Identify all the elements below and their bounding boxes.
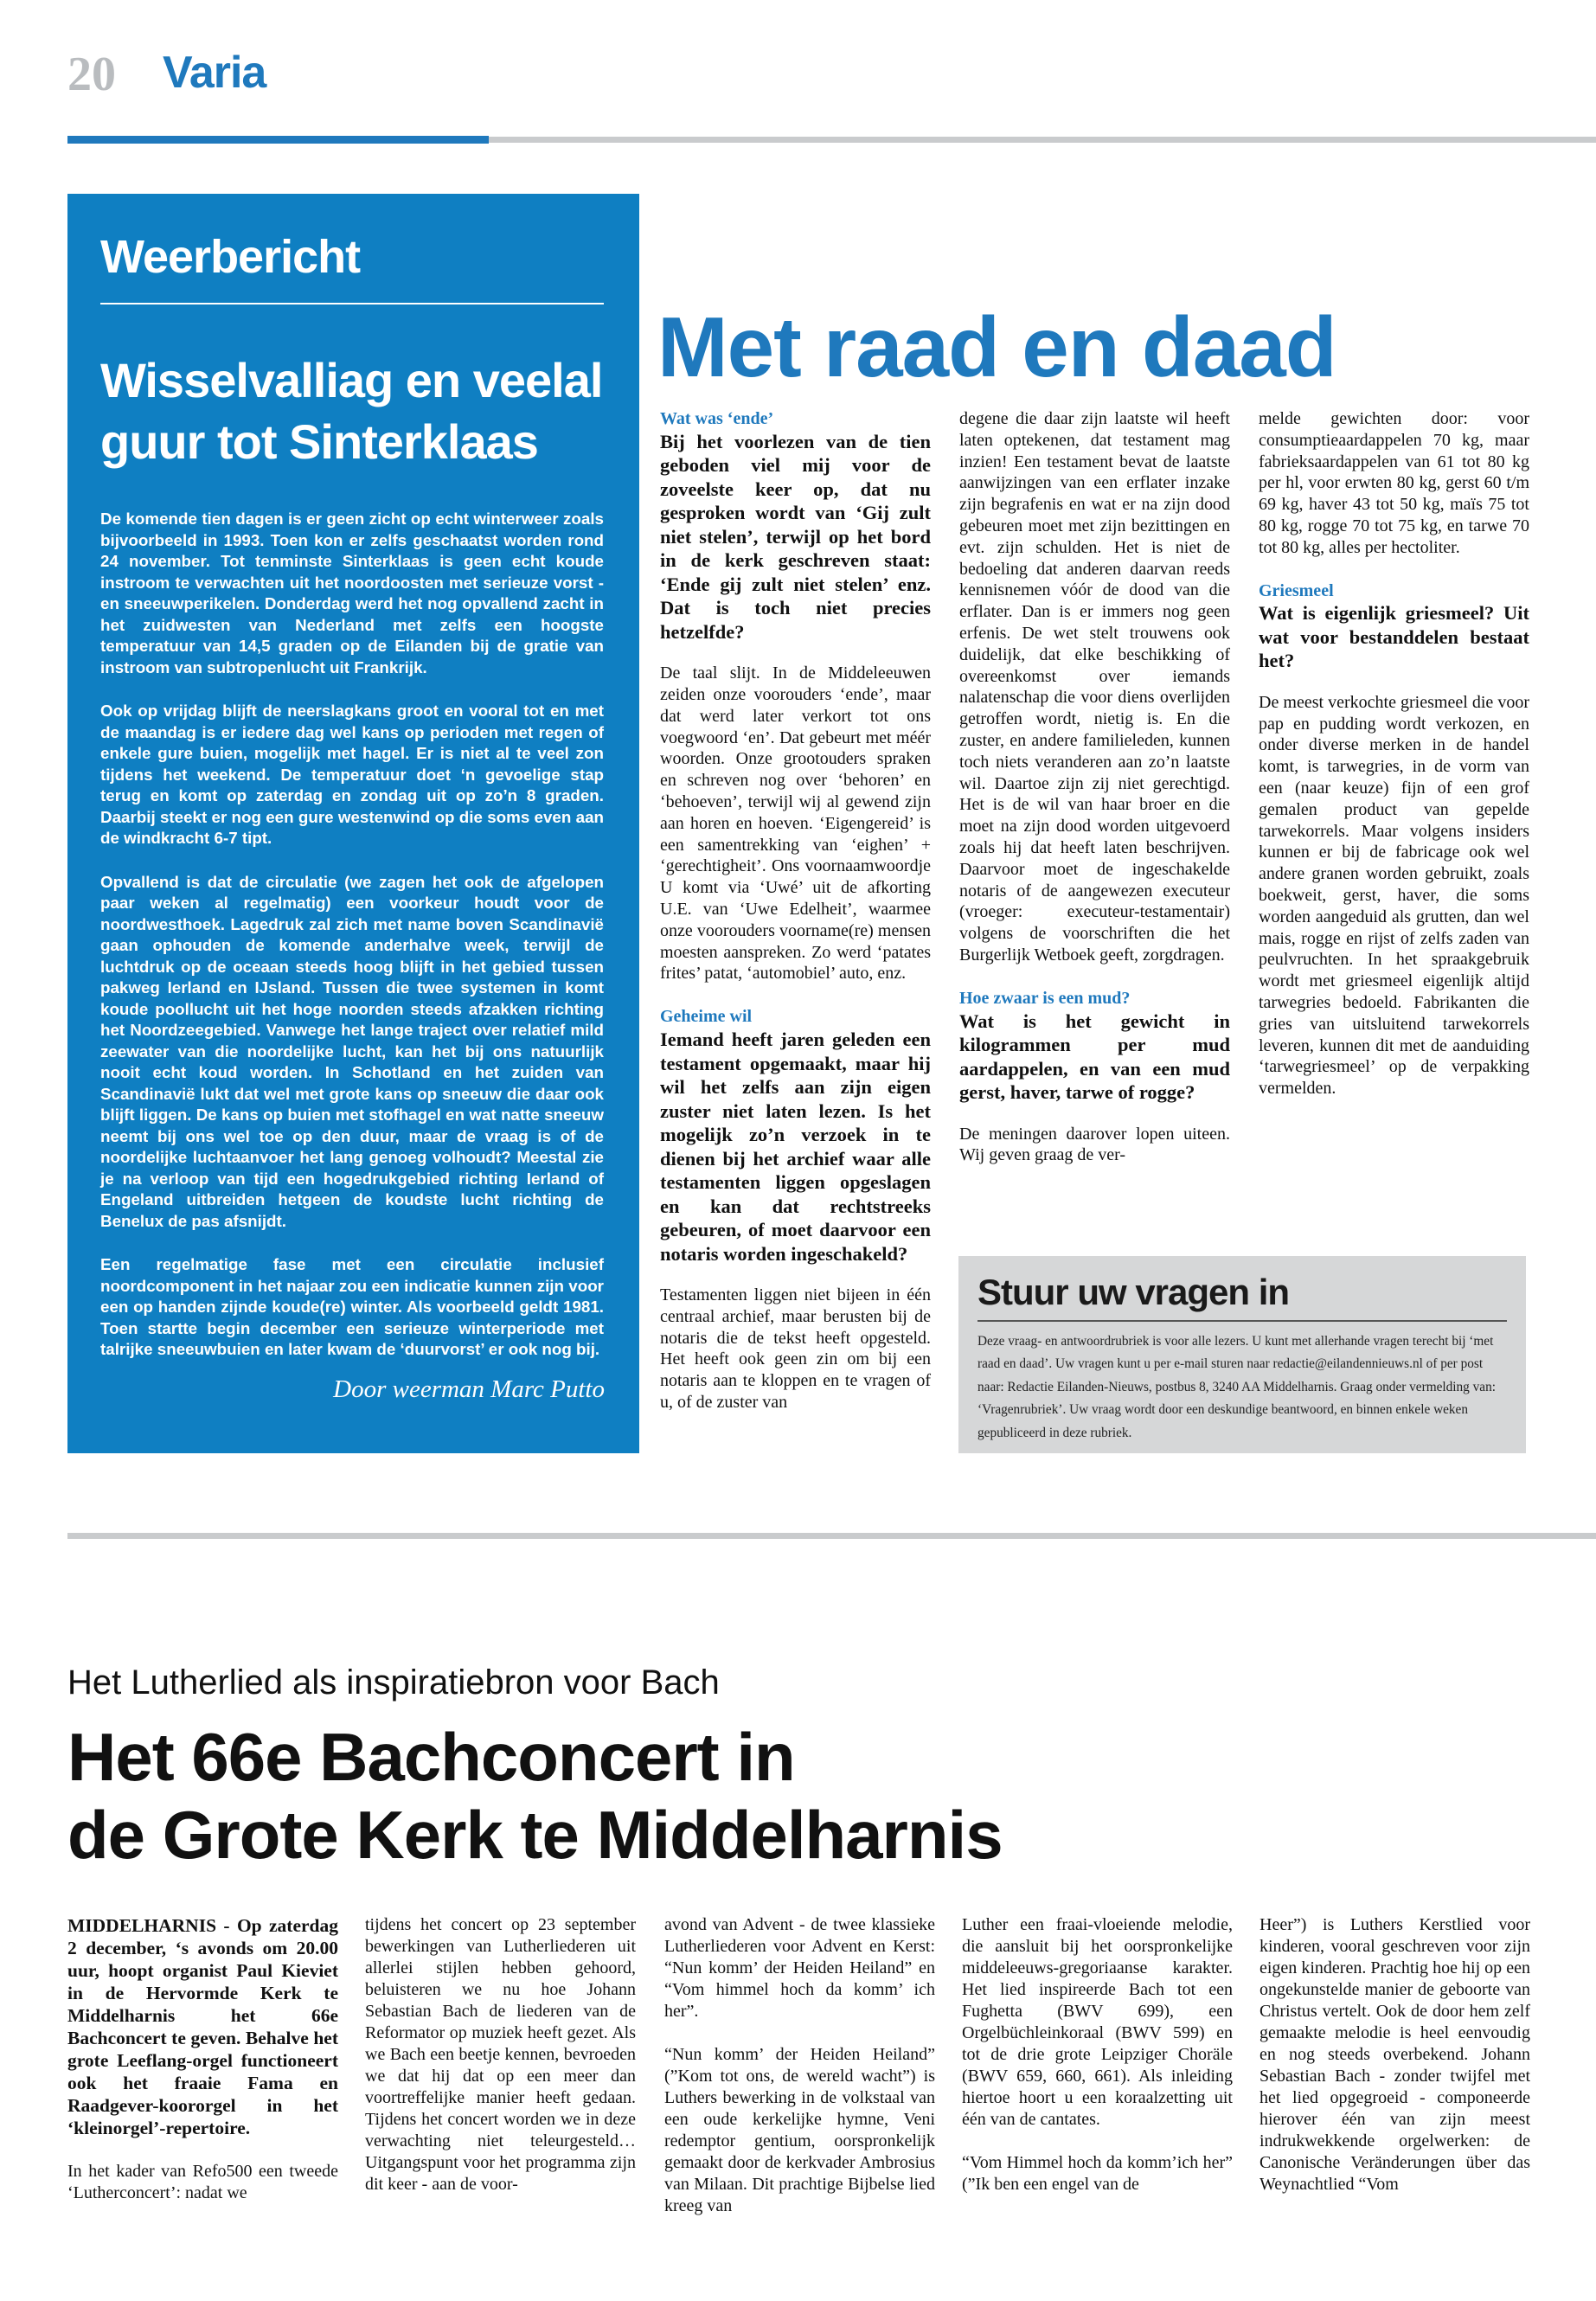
weather-headline: Wisselvalliag en veelal guur tot Sinterklaas [100, 353, 603, 469]
answer-text: De taal slijt. In de Middeleeuwen zeiden onze voorouders ‘ende’, maar dat werd later verkort tot ons voegwoord ‘en’. Dat gebeurt met méér woorden. Onze grootouders spraken en schreven nog over ‘behoren’ en ‘behoeven’, terwijl wij al gewend zijn aan horen en hoeven. ‘Eigengereid’ is een samentrekking van ‘eighen’ + ‘gerechtigheit’. Ons voornaamwoordje U komt via ‘Uwé’ uit de afkorting U.E. van ‘Uwe Edelheit’, waarmee onze voorouders voorname(re) mensen moesten aanspreken. Zo werd ‘patates frites’ patat, ‘automobiel’ auto, enz. [660, 663, 931, 984]
bach-column-3 [664, 1914, 935, 2239]
question-subhead: Griesmeel [1259, 580, 1334, 600]
weather-paragraph: Opvallend is dat de circulatie (we zagen het ook de afgelopen paar weken al regelmatig) een voorkeur houdt voor de noordwesthoek. Lagedruk zal zich met name boven Scandinavië gaan ophouden de komende anderhalve week, terwijl de luchtdruk op de oceaan steeds hoog blijft in het gebied tussen pakweg Ierland en IJsland. Tussen die twee systemen in komt koude poollucht uit het hoge noorden steeds afzakken richting het Noordzeegebied. Vanwege het lange traject over relatief mild zeewater van die noordelijke lucht, kan het bij ons natuurlijk nooit echt koud worden. In Schotland en het zuiden van Scandinavië lukt dat wel met grote kans op sneeuw die daar ook blijft liggen. De kans op buien met stofhagel en wat natte sneeuw neemt bij ons wel toe op den duur, maar de vraag is of de noordelijke luchtaanvoer het lang genoeg volhoudt? Meestal zie je na verloop van tijd een hogedrukgebied richting Ierland of Engeland uitbreiden hetgeen de koudste lucht richting de Benelux de pas afsnijdt. [100, 872, 604, 1230]
section-divider [67, 1533, 1596, 1539]
submit-questions-title: Stuur uw vragen in [977, 1272, 1290, 1312]
weather-body [100, 509, 604, 1383]
question-text: Wat is het gewicht in kilogrammen per mud aardappelen, en van een mud gerst, haver, tarwe of rogge? [959, 1009, 1230, 1104]
question-text: Iemand heeft jaren geleden een testament opgemaakt, maar hij wil het zelfs aan zijn eigen zuster niet laten lezen. Is het mogelijk zo’n verzoek in te dienen bij het archief waar alle testamenten liggen opgeslagen en kan dat rechtstreeks gebeuren, of moet daarvoor een notaris worden ingeschakeld? [660, 1029, 931, 1265]
raad-column-3 [1259, 408, 1529, 1121]
weather-box [67, 194, 639, 1453]
bach-lead: MIDDELHARNIS - Op zaterdag 2 december, ‘s avonds om 20.00 uur, hoopt organist Paul Kieviet in de Hervormde Kerk te Middelharnis het 66e Bachconcert te geven. Behalve het grote Leeflang-orgel functioneert ook het fraaie Fama en Raadgever-koororgel in het ‘kleinorgel’-repertoire. [67, 1915, 338, 2138]
question-subhead: Geheime wil [660, 1007, 753, 1027]
bach-headline-line: de Grote Kerk te Middelharnis [67, 1797, 1003, 1873]
raad-column-2 [959, 408, 1230, 1188]
header-rule [489, 137, 1596, 143]
answer-text: melde gewichten door: voor consumptieaardappelen 70 kg, maar fabrieksaardappelen van 61 tot 80 kg per hl, voor erwten 80 kg, gerst 60 t/m 69 kg, haver 43 tot 50 kg, maïs 75 tot 80 kg, rogge 70 tot 75 kg, en tarwe 70 tot 80 kg, alles per hectoliter. [1259, 409, 1529, 557]
submit-questions-box [958, 1256, 1526, 1453]
submit-questions-divider [977, 1320, 1507, 1322]
weather-divider [100, 303, 604, 304]
answer-text: degene die daar zijn laatste wil heeft laten optekenen, dat testament mag inzien! Een testament bevat de laatste aanwijzingen van een erflater inzake zijn begrafenis en wat er na zijn dood gebeuren moet met zijn bezittingen en evt. zijn schulden. Het is niet de bedoeling dat anderen daarvan reeds kennisnemen vóór de dood van die erflater. Dan is er immers nog geen erfenis. De wet stelt trouwens ook duidelijk, dat elke beschikking of overeenkomst over iemands nalatenschap die voor diens overlijden getroffen wordt, nietig is. En die zuster, en andere familieleden, kunnen toch niets veranderen aan zo’n laatste wil. Daartoe zijn zij niet gerechtigd. Het is de wil van haar broer en die moet na zijn dood worden uitgevoerd zoals hij dat heeft laten beschrijven. Daarvoor moet de ingeschakelde notaris of de aangewezen executeur (vroeger: executeur-testamentair) volgens de voorschriften die het Burgerlijk Wetboek geeft, zorgdragen. [959, 409, 1230, 965]
raad-column-1 [660, 408, 931, 1435]
bach-column-1 [67, 1914, 338, 2226]
question-text: Wat is eigenlijk griesmeel? Uit wat voor bestanddelen bestaat het? [1259, 602, 1529, 672]
bach-text: “Nun komm’ der Heiden Heiland” (”Kom tot ons, de wereld wacht”) is Luthers bewerking in de volkstaal van een oude kerkelijke hymne, Veni redemptor gentium, oorspronkelijk gemaakt door de kerkvader Ambrosius van Milaan. Dit prachtige Bijbelse lied kreeg van [664, 2045, 935, 2215]
bach-text: Luther een fraai-vloeiende melodie, die aansluit bij het oorspronkelijke middeleeuws-gregoriaanse karakter. Het lied inspireerde Bach tot een Fughetta (BWV 699), een Orgelbüchleinkoraal (BWV 599) en tot de drie grote Leipziger Choräle (BWV 659, 660, 661). Als inleiding hiertoe hoort u een koraalzetting uit één van de cantates. [962, 1915, 1233, 2129]
bach-text: tijdens het concert op 23 september bewerkingen van Lutherliederen uit allerlei stijlen hebben gehoord, beluisteren we nu hoe Johann Sebastian Bach de liederen van de Reformator op muziek heeft gezet. Als we Bach een beetje kennen, bevroeden we dat hij dat op een meer dan voortreffelijke manier heeft gedaan. Tijdens het concert worden we in deze verwachting niet teleurgesteld… Uitgangspunt voor het programma zijn dit keer - aan de voor- [365, 1915, 636, 2194]
bach-text: “Vom Himmel hoch da komm’ich her” (”Ik ben een engel van de [962, 2153, 1233, 2194]
bach-text: Heer”) is Luthers Kerstlied voor kinderen, vooral geschreven voor zijn eigen kinderen. Prachtig hoe hij op een ongekunstelde manier de geboorte van Christus vertelt. Ook de door hem zelf gemaakte melodie is heel eenvoudig en nog steeds overbekend. Johann Sebastian Bach - zonder twijfel met het lied opgegroeid - componeerde hierover één van zijn meest indrukwekkende orgelwerken: de Canonische Veränderungen über das Weynachtlied “Vom [1259, 1915, 1530, 2194]
submit-questions-text: Deze vraag- en antwoordrubriek is voor alle lezers. U kunt met allerhande vragen terecht bij ‘met raad en daad’. Uw vragen kunt u per e-mail sturen naar redactie@eilandennieuws.nl of per post naar: Redactie Eilanden-Nieuws, postbus 8, 3240 AA Middelharnis. Graag onder vermelding van: ‘Vragenrubriek’. Uw vraag wordt door een deskundige beantwoord, en binnen enkele weken gepubliceerd in deze rubriek. [977, 1334, 1496, 1440]
bach-headline-line: Het 66e Bachconcert in [67, 1719, 795, 1795]
bach-text: In het kader van Refo500 een tweede ‘Lutherconcert’: nadat we [67, 2162, 338, 2202]
bach-column-5 [1259, 1914, 1530, 2217]
bach-headline [67, 1718, 1279, 1874]
header-accent-rule [67, 136, 489, 144]
section-title: Varia [163, 48, 266, 98]
answer-text: De meningen daarover lopen uiteen. Wij geven graag de ver- [959, 1124, 1230, 1165]
bach-kicker: Het Lutherlied als inspiratiebron voor Bach [67, 1663, 720, 1702]
weather-signature: Door weerman Marc Putto [333, 1375, 605, 1403]
question-subhead: Hoe zwaar is een mud? [959, 988, 1131, 1008]
weather-paragraph: De komende tien dagen is er geen zicht op echt winterweer zoals bijvoorbeeld in 1993. Toen kon er zelfs geschaatst worden rond 24 november. Tot tenminste Sinterklaas is geen echt koude instroom te verwachten uit het noordoosten met serieuze vorst -en sneeuwperikelen. Donderdag werd het nog opvallend zacht in het zuidwesten van Nederland met zelfs een hoogste temperatuur van 14,5 graden op de Eilanden bij de gratie van instroom van subtropenlucht uit Frankrijk. [100, 510, 604, 676]
page-number: 20 [67, 48, 116, 101]
raad-headline: Met raad en daad [657, 299, 1336, 394]
answer-text: De meest verkochte griesmeel die voor pap en pudding wordt verkozen, en onder diverse merken in de handel komt, is tarwegries, in de vorm van een (naar keuze) fijn of een grof gemalen product van gepelde tarwekorrels. Maar volgens insiders kunnen er bij de fabricage ook wel andere granen worden gebruikt, zoals boekweit, gerst, haver, die soms worden aangeduid als grutten, dan wel mais, rogge en rijst of zelfs zaden van peulvruchten. In het spraakgebruik wordt met griesmeel eigenlijk altijd tarwegries bedoeld. Fabrikanten die gries van uitsluitend tarwekorrels leveren, kunnen dit met de aanduiding ‘tarwegriesmeel’ op de verpakking vermelden. [1259, 692, 1529, 1099]
answer-text: Testamenten liggen niet bijeen in één centraal archief, maar berusten bij de notaris die de tekst heeft opgesteld. Het heeft ook geen zin om bij een notaris aan te kloppen en te vragen of u, of de zuster van [660, 1285, 931, 1413]
weather-paragraph: Een regelmatige fase met een circulatie inclusief noordcomponent in het najaar zou een indicatie kunnen zijn voor een op handen zijnde koude(re) winter. Als voorbeeld geldt 1981. Toen startte begin december een serieuze winterperiode met talrijke sneeuwbuien en later kwam de ‘duurvorst’ er ook nog bij. [100, 1255, 604, 1358]
bach-column-2 [365, 1914, 636, 2217]
weather-paragraph: Ook op vrijdag blijft de neerslagkans groot en vooral tot en met de maandag is er iedere dag wel kans op perioden met regen of enkele gure buien, mogelijk met hagel. Er is niet al te veel zon tijdens het weekend. De temperatuur doet ‘n gevoelige stap terug en komt op zaterdag en zondag uit op zo’n 8 graden. Daarbij steekt er nog een gure westenwind op die soms even aan de windkracht 6-7 tipt. [100, 702, 604, 847]
bach-text: avond van Advent - de twee klassieke Lutherliederen voor Advent en Kerst: “Nun komm’ der Heiden Heiland” en “Vom himmel hoch da komm’ ich her”. [664, 1915, 935, 2021]
weather-kicker: Weerbericht [100, 231, 361, 283]
question-subhead: Wat was ‘ende’ [660, 409, 774, 428]
bach-column-4 [962, 1914, 1233, 2217]
question-text: Bij het voorlezen van de tien geboden viel mij voor de zoveelste keer op, dat nu gesproken wordt van ‘Gij zult niet stelen’, terwijl op het bord in de kerk geschreven staat: ‘Ende gij zult niet stelen’ enz. Dat is toch niet precies hetzelfde? [660, 430, 931, 643]
